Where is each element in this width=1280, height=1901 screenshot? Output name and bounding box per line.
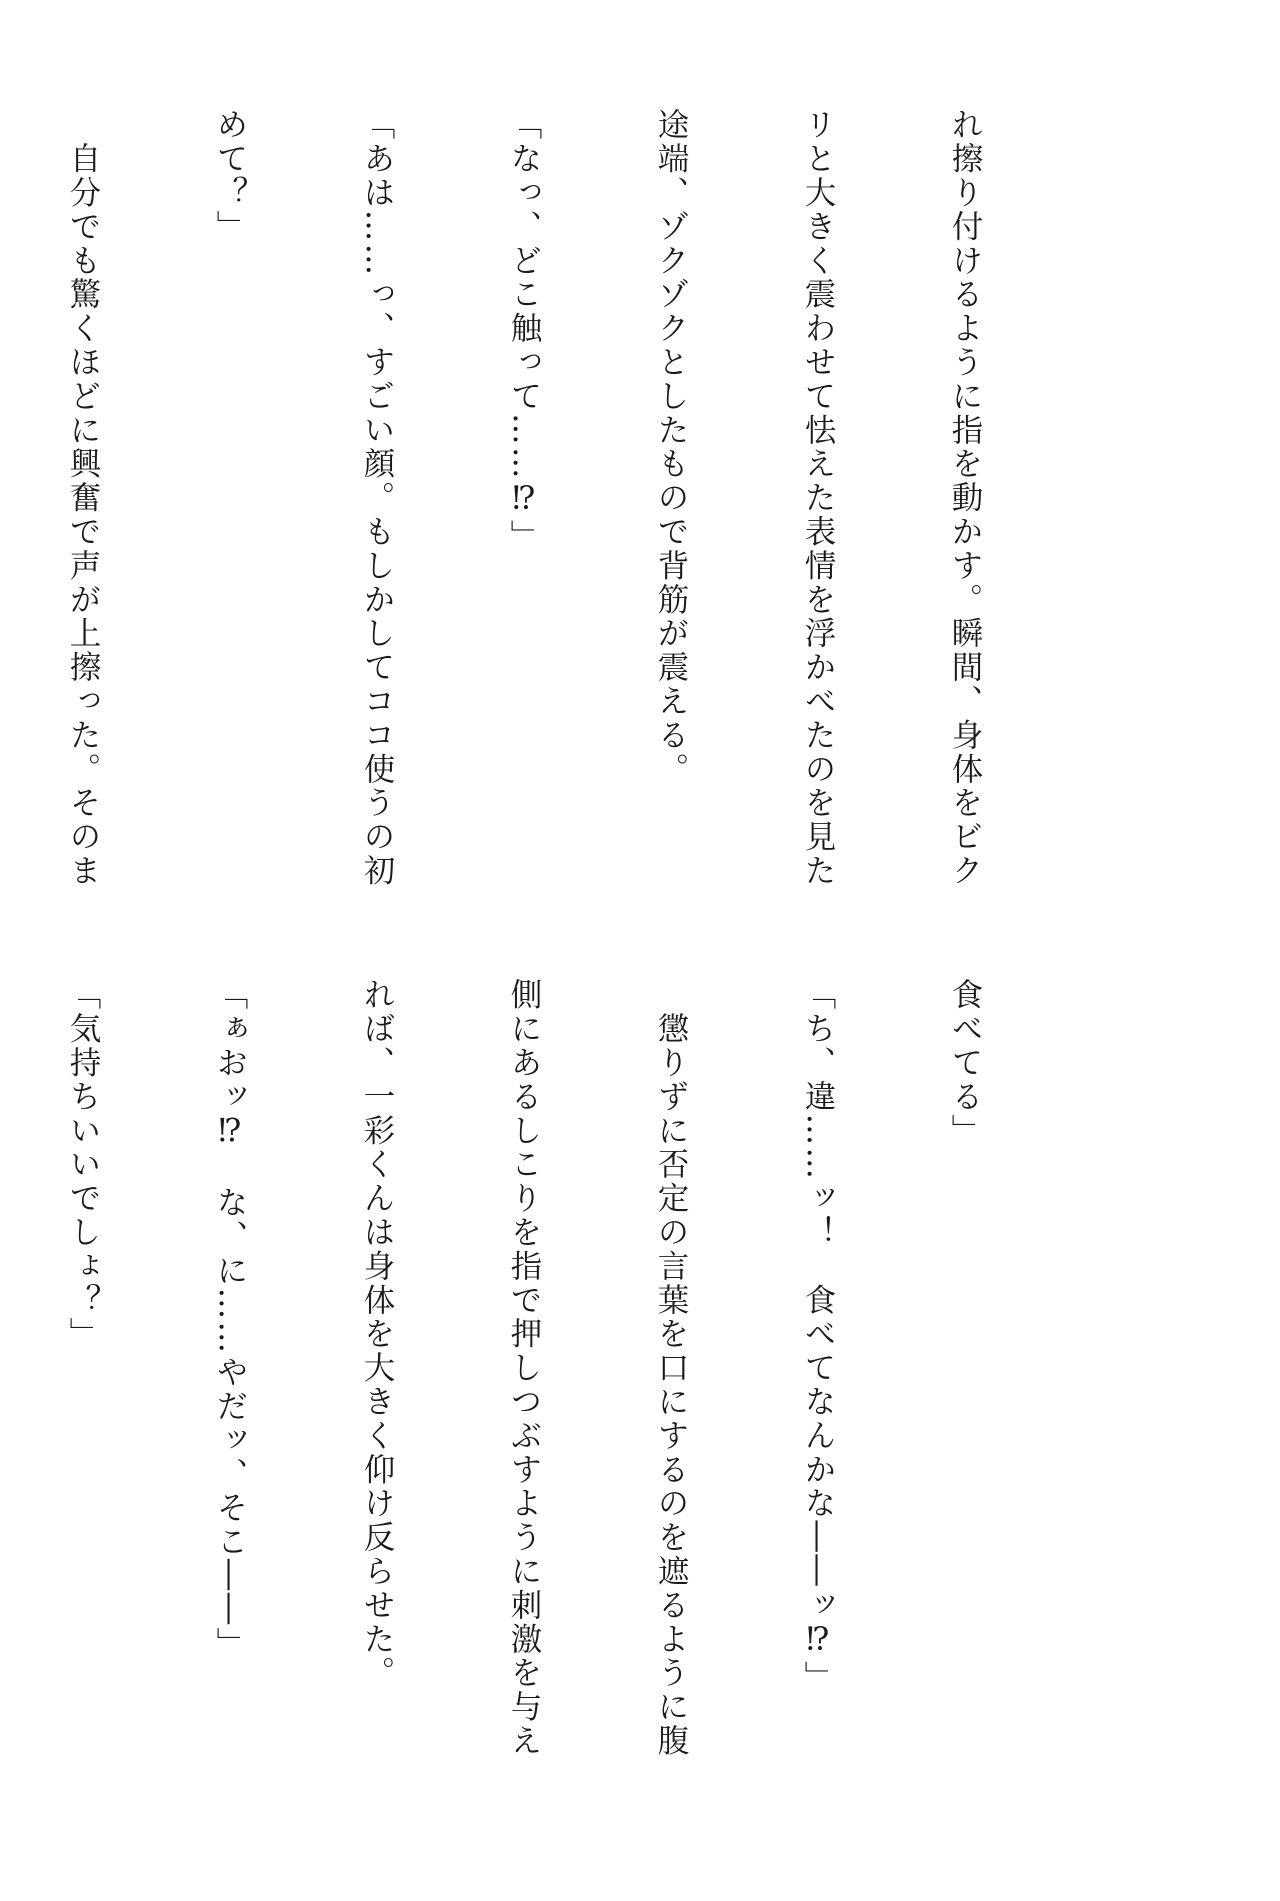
text-line: れ擦り付けるように指を動かす。瞬間、身体をビク [947, 108, 983, 888]
upper-text-block [0, 108, 1087, 938]
text-line: 側にあるしこりを指で押しつぶすように刺激を与え [506, 978, 542, 1758]
text-line: めて？」 [212, 108, 248, 244]
text-line: 「気持ちいいでしょ？」 [65, 978, 101, 1351]
lower-text-block [0, 978, 1087, 1810]
text-line: 「なっ、どこ触って……⁉」 [506, 108, 542, 554]
text-line: 途端、ゾクゾクとしたもので背筋が震える。 [653, 108, 689, 786]
text-line: 「ぁおッ⁉ な、に……やだッ、そこ――」 [212, 978, 248, 1661]
text-line: 懲りずに否定の言葉を口にするのを遮るように腹 [653, 978, 689, 1758]
text-line: れば、一彩くんは身体を大きく仰け反らせた。 [359, 978, 395, 1690]
text-line: リと大きく震わせて怯えた表情を浮かべたのを見た [800, 108, 836, 888]
text-line: 食べてる」 [947, 978, 983, 1148]
text-line: 自分でも驚くほどに興奮で声が上擦った。そのま [65, 108, 101, 888]
text-line: 「あは……っ、すごい顔。もしかしてココ使うの初 [359, 108, 395, 888]
text-line: 「ち、違……ッ！ 食べてなんかな――ッ⁉」 [800, 978, 836, 1695]
